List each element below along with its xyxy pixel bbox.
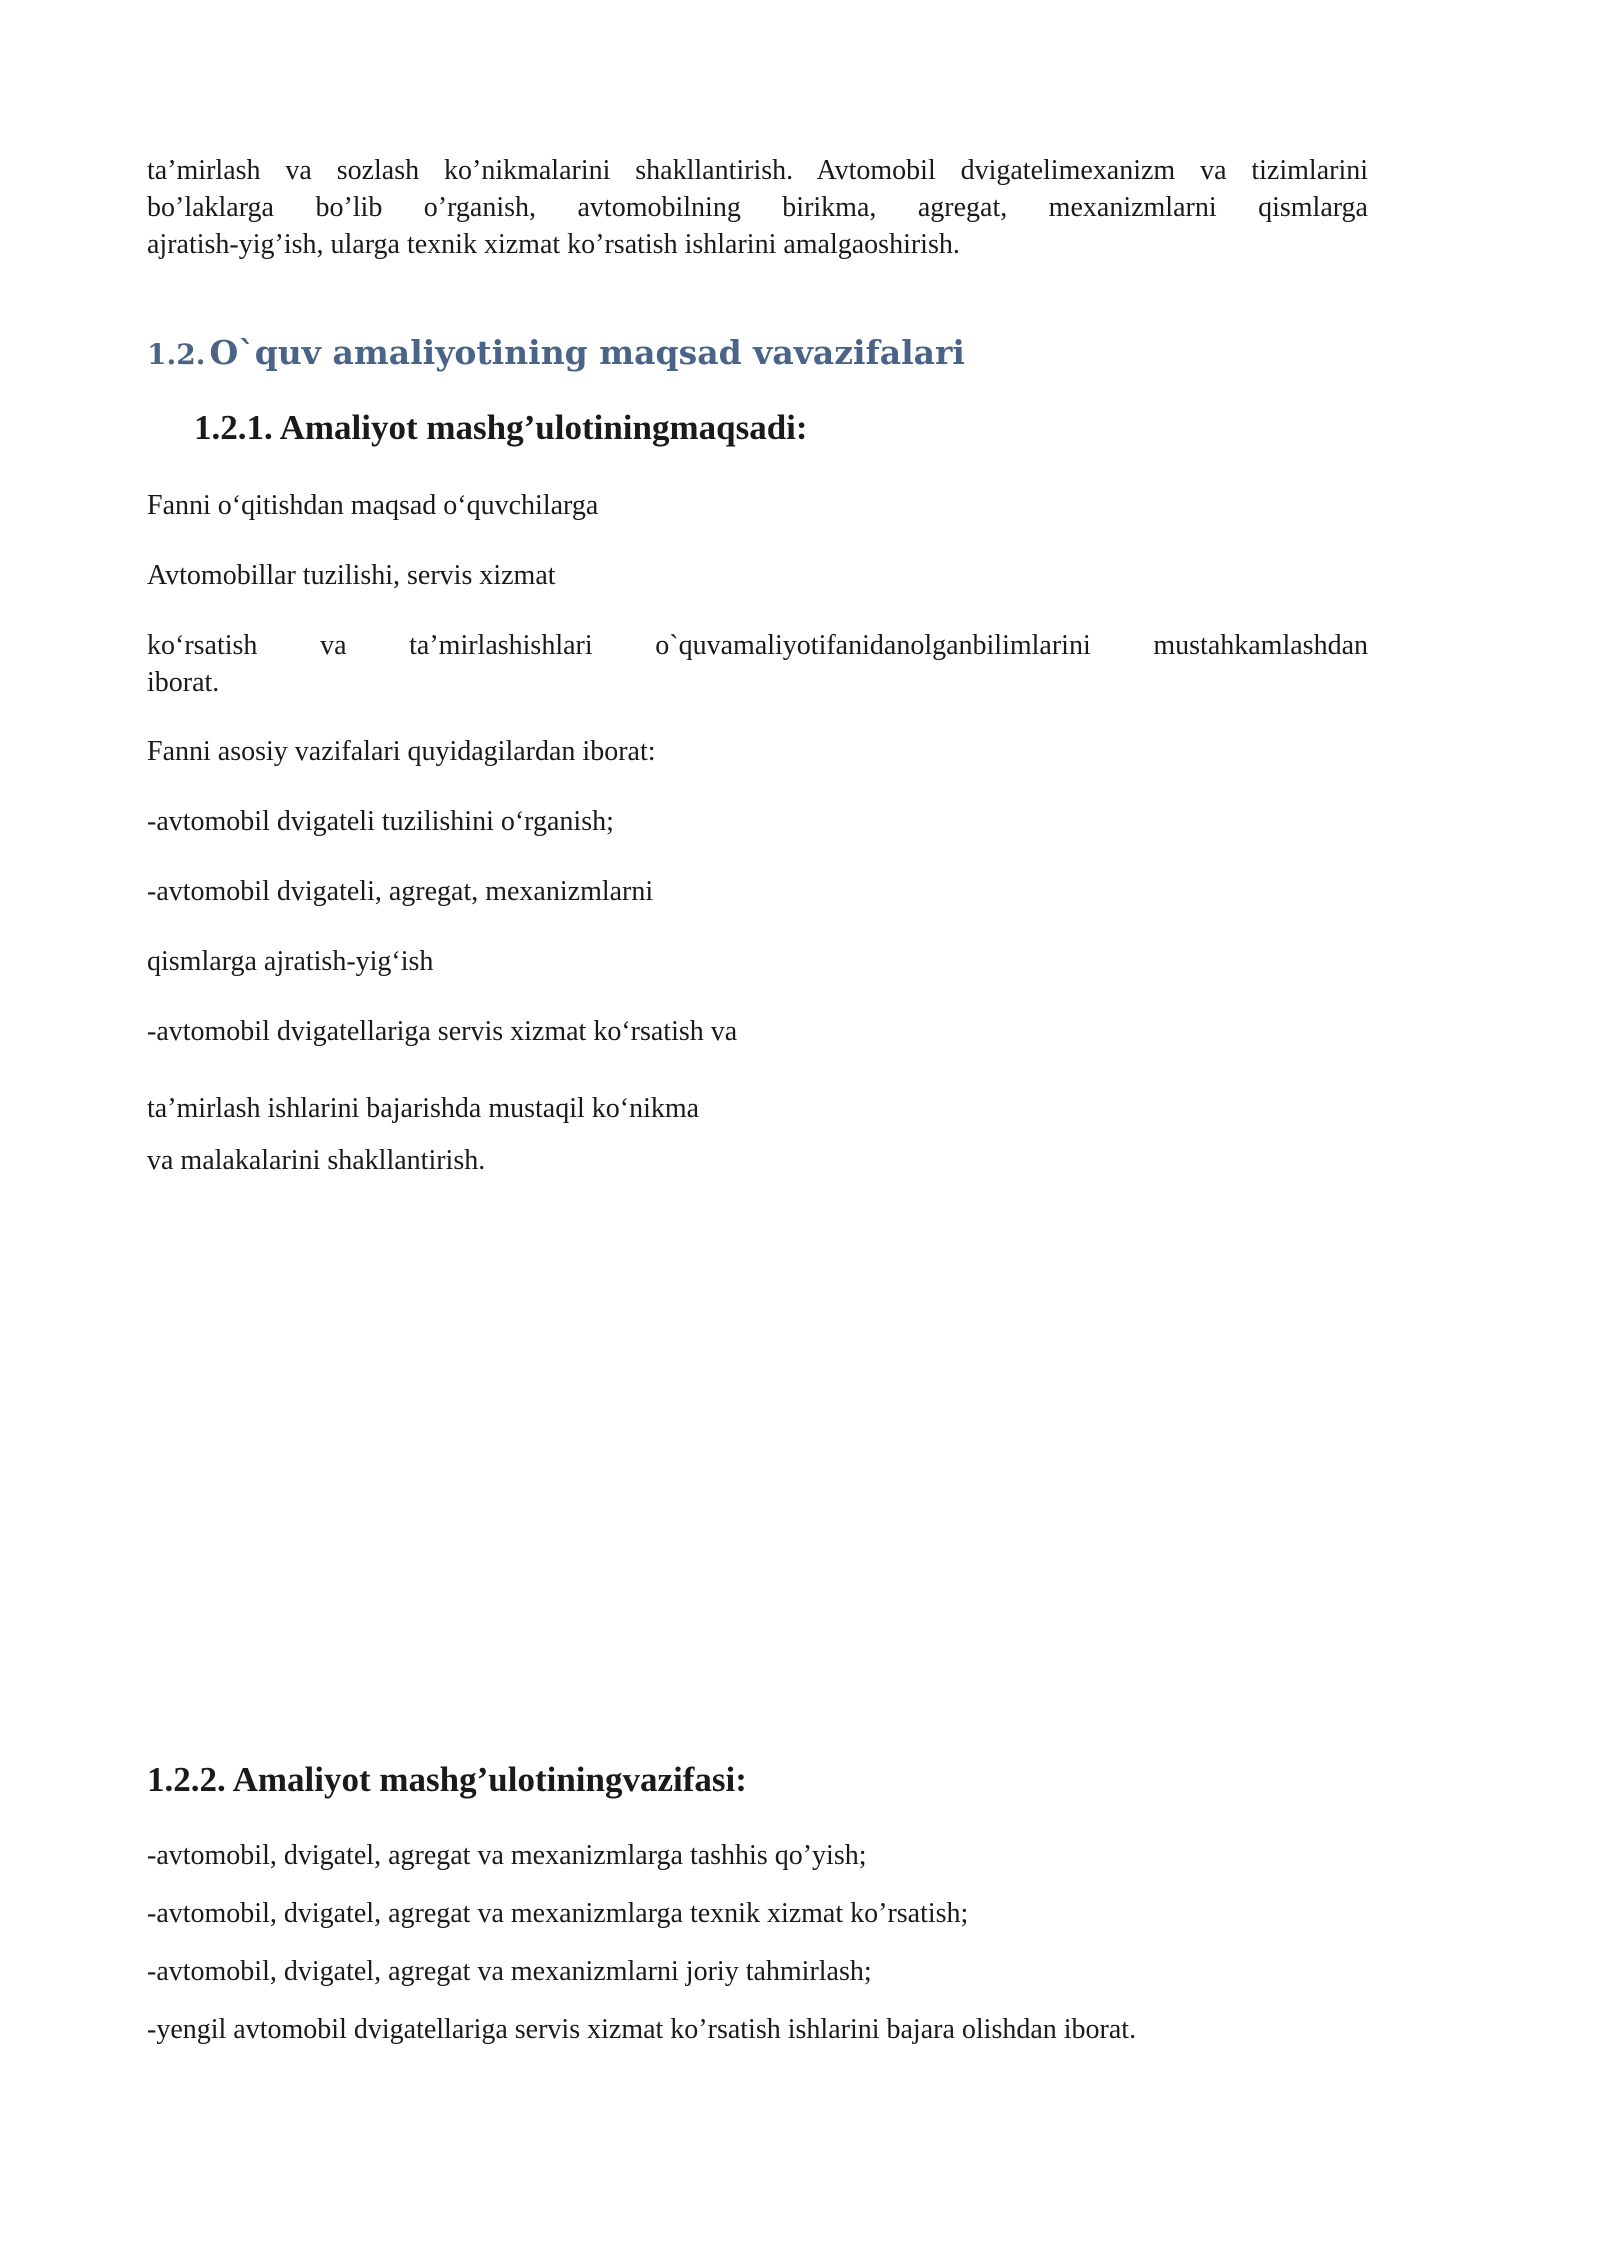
subsection-heading-goal: 1.2.1. Amaliyot mashg’ulotiningmaqsadi: xyxy=(194,408,808,447)
intro-line-3: ajratish-yig’ish, ularga texnik xizmat ko’rsatish ishlarini amalgaoshirish. xyxy=(147,229,960,260)
goal-paragraph-3-line-1: ko‘rsatish va ta’mirlashishlari o`quvamaliyotifanidanolganbilimlarini mustahkamlashdan xyxy=(147,630,1368,661)
task-item-4: -avtomobil dvigatellariga servis xizmat ko‘rsatish va xyxy=(147,1016,738,1047)
section-title: O`quv amaliyotining maqsad vavazifalari xyxy=(209,333,965,372)
subsection-heading-duties: 1.2.2. Amaliyot mashg’ulotiningvazifasi: xyxy=(147,1760,747,1799)
tasks-intro: Fanni asosiy vazifalari quyidagilardan iborat: xyxy=(147,736,656,767)
task-item-5-line-2: va malakalarini shakllantirish. xyxy=(147,1145,486,1176)
duty-item-2: -avtomobil, dvigatel, agregat va mexanizmlarga texnik xizmat ko’rsatish; xyxy=(147,1898,969,1929)
goal-paragraph-1: Fanni o‘qitishdan maqsad o‘quvchilarga xyxy=(147,490,599,521)
duty-item-3: -avtomobil, dvigatel, agregat va mexanizmlarni joriy tahmirlash; xyxy=(147,1956,872,1987)
goal-paragraph-2: Avtomobillar tuzilishi, servis xizmat xyxy=(147,560,556,591)
task-item-1: -avtomobil dvigateli tuzilishini o‘rganish; xyxy=(147,806,614,837)
intro-line-2: bo’laklarga bo’lib o’rganish, avtomobilning birikma, agregat, mexanizmlarni qismlarga xyxy=(147,192,1368,223)
section-heading xyxy=(147,333,965,372)
duty-item-1: -avtomobil, dvigatel, agregat va mexanizmlarga tashhis qo’yish; xyxy=(147,1840,867,1871)
task-item-3: qismlarga ajratish-yig‘ish xyxy=(147,946,434,977)
goal-paragraph-3-line-2: iborat. xyxy=(147,667,220,698)
intro-paragraph xyxy=(147,152,1368,263)
section-number: 1.2. xyxy=(147,338,206,371)
task-item-2: -avtomobil dvigateli, agregat, mexanizmlarni xyxy=(147,876,654,907)
goal-paragraph-3 xyxy=(147,627,1368,701)
intro-line-1: ta’mirlash va sozlash ko’nikmalarini shakllantirish. Avtomobil dvigatelimexanizm va tizimlarini xyxy=(147,155,1368,186)
task-item-5 xyxy=(147,1083,1368,1187)
duty-item-4: -yengil avtomobil dvigatellariga servis xizmat ko’rsatish ishlarini bajara olishdan iborat. xyxy=(147,2014,1137,2045)
task-item-5-line-1: ta’mirlash ishlarini bajarishda mustaqil ko‘nikma xyxy=(147,1093,700,1124)
